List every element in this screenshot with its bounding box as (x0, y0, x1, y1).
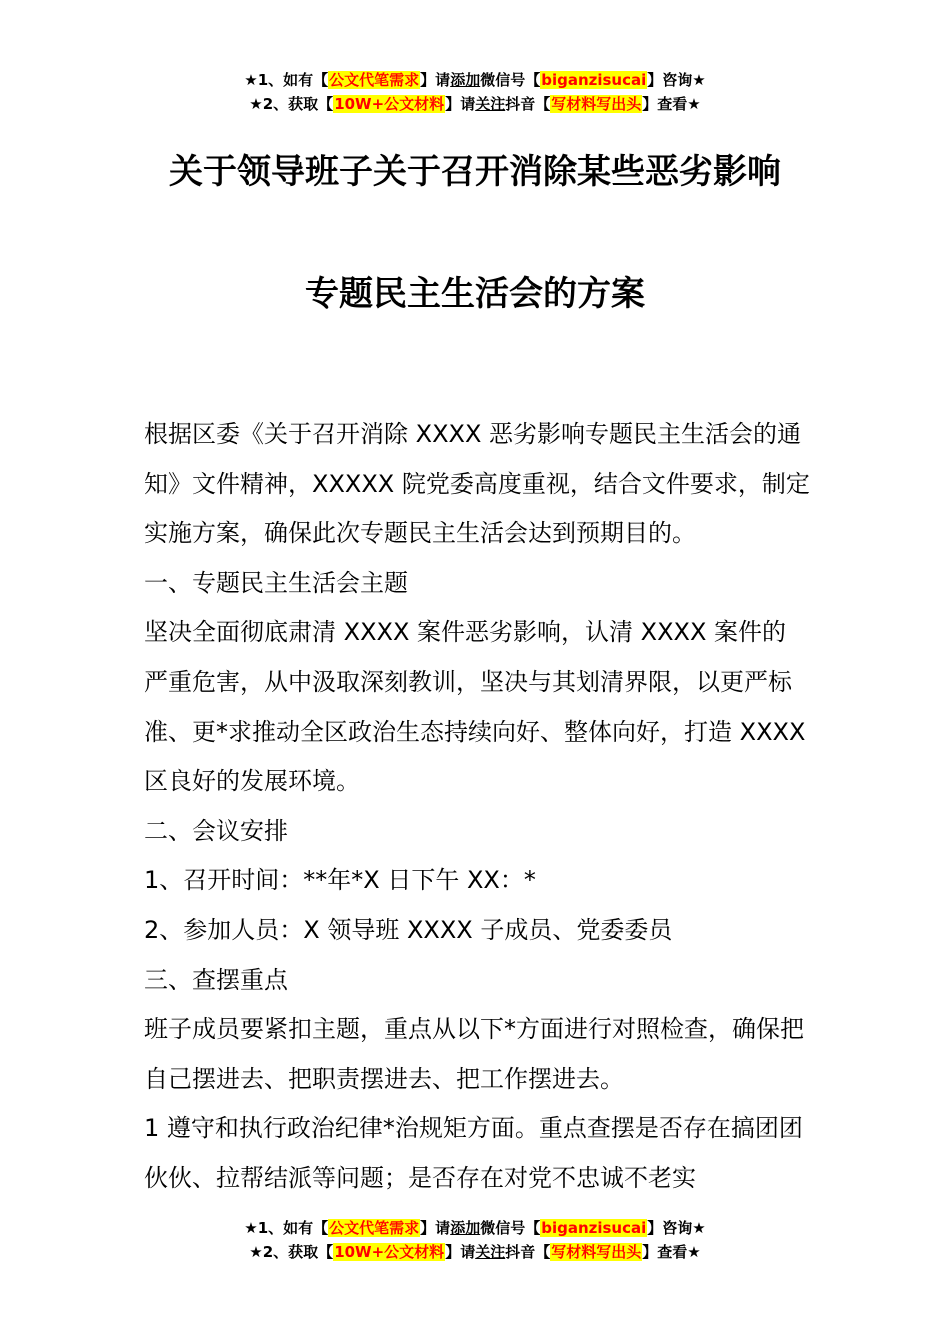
document-title-line-1: 关于领导班子关于召开消除某些恶劣影响 (169, 152, 781, 192)
list-item: 1、召开时间：**年*X 日下午 XX：* (144, 866, 536, 895)
section-heading: 二、会议安排 (144, 816, 288, 845)
promo-highlight: 写材料写出头 (551, 1243, 642, 1261)
promo-highlight: 公文代笔需求 (329, 71, 420, 89)
list-item: 2、参加人员：X 领导班 XXXX 子成员、党委委员 (144, 915, 673, 944)
paragraph: 1 遵守和执行政治纪律*治规矩方面。重点查摆是否存在搞团团伙伙、拉帮结派等问题；是否存在对党不忠诚不老实 (144, 1114, 803, 1192)
section-heading: 三、查摆重点 (144, 965, 288, 994)
document-body (144, 410, 810, 1204)
document-title-line-2: 专题民主生活会的方案 (305, 274, 645, 314)
promo-line-2: ★2、获取【10W+公文材料】请关注抖音【写材料写出头】查看★ (249, 1243, 701, 1261)
promo-highlight: biganzisucai (541, 71, 647, 89)
promo-highlight: 写材料写出头 (551, 95, 642, 113)
top-promo-banner (0, 68, 950, 116)
bottom-promo-banner (0, 1216, 950, 1264)
section-heading: 一、专题民主生活会主题 (144, 568, 408, 597)
promo-line-1: ★1、如有【公文代笔需求】请添加微信号【biganzisucai】咨询★ (244, 71, 706, 89)
paragraph: 班子成员要紧扣主题，重点从以下*方面进行对照检查，确保把自己摆进去、把职责摆进去、把工作摆进去。 (144, 1015, 804, 1093)
promo-highlight: 公文代笔需求 (329, 1219, 420, 1237)
promo-highlight: 10W+公文材料 (334, 1243, 445, 1261)
promo-line-1: ★1、如有【公文代笔需求】请添加微信号【biganzisucai】咨询★ (244, 1219, 706, 1237)
promo-line-2: ★2、获取【10W+公文材料】请关注抖音【写材料写出头】查看★ (249, 95, 701, 113)
promo-highlight: 10W+公文材料 (334, 95, 445, 113)
paragraph: 坚决全面彻底肃清 XXXX 案件恶劣影响，认清 XXXX 案件的严重危害，从中汲取深刻教训，坚决与其划清界限，以更严标准、更*求推动全区政治生态持续向好、整体向好，打造 XXXX 区良好的发展环境。 (144, 618, 806, 796)
promo-highlight: biganzisucai (541, 1219, 647, 1237)
paragraph: 根据区委《关于召开消除 XXXX 恶劣影响专题民主生活会的通知》文件精神，XXXXX 院党委高度重视，结合文件要求，制定实施方案，确保此次专题民主生活会达到预期目的。 (144, 420, 810, 548)
